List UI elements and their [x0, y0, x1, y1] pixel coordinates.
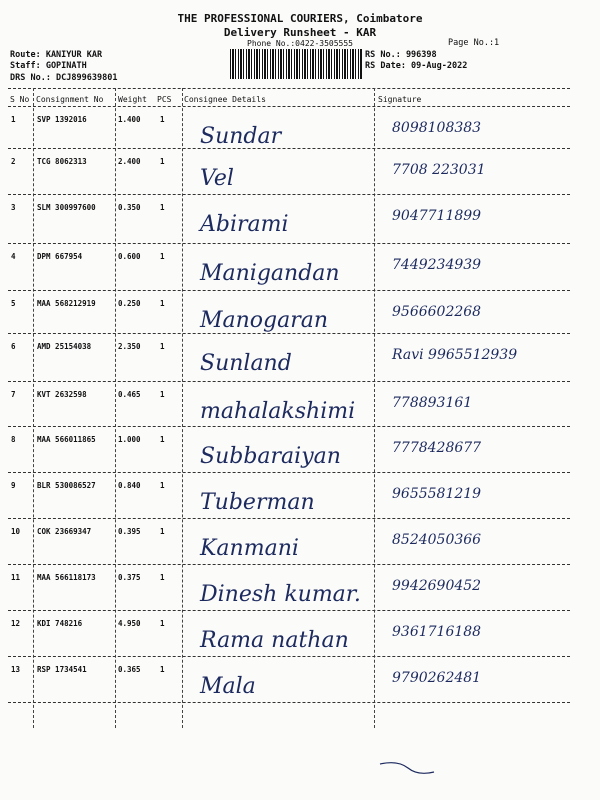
weight-value: 0.395 [118, 527, 141, 536]
header-bottom-rule [8, 106, 570, 107]
serial-number: 9 [11, 481, 16, 490]
consignment-number: AMD 25154038 [37, 342, 92, 351]
pieces-count: 1 [160, 665, 165, 674]
consignee-name: Subbaraiyan [200, 444, 341, 469]
weight-value: 0.840 [118, 481, 141, 490]
rs-number: RS No.: 996398 [365, 50, 437, 60]
col-header-signature: Signature [378, 95, 422, 104]
column-divider [374, 88, 375, 728]
weight-value: 0.365 [118, 665, 141, 674]
sheet-title: Delivery Runsheet - KAR [223, 26, 377, 39]
pieces-count: 1 [160, 115, 165, 124]
column-divider [115, 88, 116, 728]
signature-entry: 8524050366 [392, 532, 482, 548]
weight-value: 1.000 [118, 435, 141, 444]
signature-entry: 9361716188 [392, 624, 482, 640]
signature-entry: 7778428677 [392, 440, 482, 456]
serial-number: 10 [11, 527, 21, 536]
col-header-sno: S No [10, 95, 30, 104]
weight-value: 0.350 [118, 203, 141, 212]
consignment-number: SVP 1392016 [37, 115, 87, 124]
consignee-name: Rama nathan [200, 628, 349, 653]
consignment-number: TCG 8062313 [37, 157, 87, 166]
phone-number: Phone No.:0422-3505555 [247, 39, 353, 48]
row-divider [8, 381, 570, 382]
serial-number: 12 [11, 619, 21, 628]
consignee-name: Manogaran [200, 308, 329, 333]
consignment-number: KDI 748216 [37, 619, 83, 628]
consignee-name: Mala [200, 674, 256, 699]
drs-number: DRS No.: DCJ899639801 [10, 73, 118, 83]
consignee-name: Abirami [200, 212, 289, 237]
weight-value: 0.600 [118, 252, 141, 261]
consignment-number: RSP 1734541 [37, 665, 87, 674]
consignee-name: Sunland [200, 351, 292, 376]
consignment-number: DPM 667954 [37, 252, 83, 261]
col-header-weight: Weight [118, 95, 147, 104]
pieces-count: 1 [160, 435, 165, 444]
consignee-name: Dinesh kumar. [200, 582, 361, 607]
serial-number: 6 [11, 342, 16, 351]
pieces-count: 1 [160, 573, 165, 582]
col-header-consignment: Consignment No [36, 95, 104, 104]
consignment-number: MAA 566118173 [37, 573, 96, 582]
signature-entry: 9790262481 [392, 670, 482, 686]
consignee-name: mahalakshimi [200, 399, 356, 424]
serial-number: 4 [11, 252, 16, 261]
pieces-count: 1 [160, 527, 165, 536]
signature-entry: 9047711899 [392, 208, 482, 224]
signature-entry: 7449234939 [392, 257, 482, 273]
row-divider [8, 194, 570, 195]
signature-entry: 9942690452 [392, 578, 482, 594]
pieces-count: 1 [160, 390, 165, 399]
rs-date: RS Date: 09-Aug-2022 [365, 61, 468, 71]
weight-value: 2.350 [118, 342, 141, 351]
pieces-count: 1 [160, 481, 165, 490]
column-divider [182, 88, 183, 728]
row-divider [8, 564, 570, 565]
barcode [230, 49, 362, 79]
weight-value: 2.400 [118, 157, 141, 166]
consignment-number: COK 23669347 [37, 527, 92, 536]
row-divider [8, 333, 570, 334]
company-name: THE PROFESSIONAL COURIERS, Coimbatore [177, 12, 423, 25]
consignee-name: Kanmani [200, 536, 299, 561]
consignment-number: SLM 300997600 [37, 203, 96, 212]
route-label: Route: KANIYUR KAR [10, 50, 103, 60]
row-divider [8, 290, 570, 291]
col-header-consignee: Consignee Details [184, 95, 266, 104]
pieces-count: 1 [160, 252, 165, 261]
consignment-number: MAA 566011865 [37, 435, 96, 444]
pieces-count: 1 [160, 342, 165, 351]
signature-entry: 9566602268 [392, 304, 482, 320]
staff-label: Staff: GOPINATH [10, 61, 87, 71]
weight-value: 1.400 [118, 115, 141, 124]
page-number: Page No.:1 [448, 38, 500, 48]
signature-entry: Ravi 9965512939 [392, 347, 518, 363]
serial-number: 7 [11, 390, 16, 399]
weight-value: 0.465 [118, 390, 141, 399]
column-divider [33, 88, 34, 728]
row-divider [8, 610, 570, 611]
serial-number: 11 [11, 573, 21, 582]
pieces-count: 1 [160, 157, 165, 166]
consignee-name: Tuberman [200, 490, 315, 515]
weight-value: 0.375 [118, 573, 141, 582]
pen-mark [378, 758, 438, 778]
consignment-number: BLR 530086527 [37, 481, 96, 490]
row-divider [8, 426, 570, 427]
serial-number: 3 [11, 203, 16, 212]
pieces-count: 1 [160, 619, 165, 628]
signature-entry: 778893161 [392, 395, 473, 411]
serial-number: 1 [11, 115, 16, 124]
row-divider [8, 656, 570, 657]
serial-number: 2 [11, 157, 16, 166]
consignment-number: MAA 568212919 [37, 299, 96, 308]
consignee-name: Sundar [200, 124, 282, 149]
serial-number: 8 [11, 435, 16, 444]
row-divider [8, 518, 570, 519]
pieces-count: 1 [160, 203, 165, 212]
row-divider [8, 243, 570, 244]
signature-entry: 9655581219 [392, 486, 482, 502]
signature-entry: 8098108383 [392, 120, 482, 136]
col-header-pcs: PCS [157, 95, 172, 104]
weight-value: 0.250 [118, 299, 141, 308]
signature-entry: 7708 223031 [392, 162, 486, 178]
serial-number: 13 [11, 665, 21, 674]
consignment-number: KVT 2632598 [37, 390, 87, 399]
row-divider [8, 702, 570, 703]
row-divider [8, 148, 570, 149]
pieces-count: 1 [160, 299, 165, 308]
consignee-name: Vel [200, 166, 234, 191]
weight-value: 4.950 [118, 619, 141, 628]
row-divider [8, 472, 570, 473]
header-top-rule [8, 88, 570, 89]
serial-number: 5 [11, 299, 16, 308]
consignee-name: Manigandan [200, 261, 340, 286]
